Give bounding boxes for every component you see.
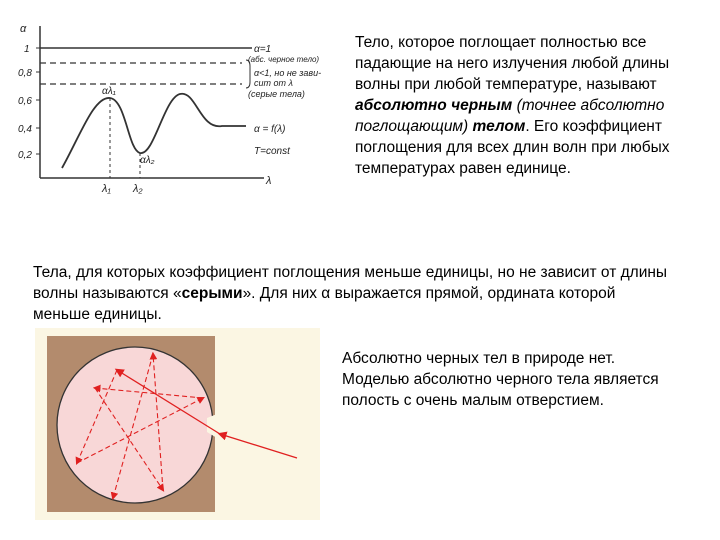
label-grey-1: α<1, но не зави- [254, 68, 322, 78]
cavity-model-figure [35, 328, 320, 520]
y-tick: 0,4 [18, 124, 32, 135]
label-a-lambda1: αλ₁ [102, 86, 116, 97]
label-grey-2: сит от λ [254, 78, 293, 88]
absorption-graph [14, 18, 336, 200]
label-a-lambda2: αλ₂ [140, 155, 155, 166]
italic-note: (точнее абсолютно поглощающим) [355, 97, 665, 135]
black-body-definition [355, 32, 695, 179]
emphasis-black-body: абсолютно черным [355, 97, 513, 114]
x-axis-label: λ [266, 175, 272, 187]
cavity [57, 347, 213, 503]
text: Тело, которое поглощает полностью все падающие на него излучения любой длины волны при любой температуре, называют [355, 34, 670, 93]
label-black: (абс. черное тело) [248, 55, 320, 64]
y-axis-label: α [20, 23, 27, 35]
cavity-model-text: Абсолютно черных тел в природе нет. Моделью абсолютно черного тела является полость с очень малым отверстием. [342, 350, 659, 409]
y-tick: 0,8 [18, 68, 32, 79]
x-tick-lambda1: λ₁ [102, 183, 111, 195]
x-tick-lambda2: λ₂ [133, 183, 143, 195]
emphasis-body: телом [472, 118, 526, 135]
incoming-ray [220, 434, 297, 458]
label-grey-3: (серые тела) [248, 89, 305, 99]
y-tick: 0,2 [18, 150, 32, 161]
y-tick: 0,6 [18, 96, 32, 107]
y-tick: 1 [24, 44, 30, 55]
cavity-model-svg [35, 328, 320, 520]
text: . Его коэффициент поглощения для всех длин волн при любых температурах равен единице. [355, 118, 670, 177]
label-alpha1: α=1 [254, 44, 272, 55]
grey-body-definition: Тела, для которых коэффициент поглощения меньше единицы, но не зависит от длины волны называются «серыми». Для них α выражается прямой, ордината которой меньше единицы. [33, 264, 668, 323]
label-T: T=const [254, 146, 290, 157]
label-alpha-f: α = f(λ) [254, 124, 286, 135]
emphasis-grey: серыми [181, 285, 243, 302]
absorption-graph-svg [14, 18, 336, 200]
